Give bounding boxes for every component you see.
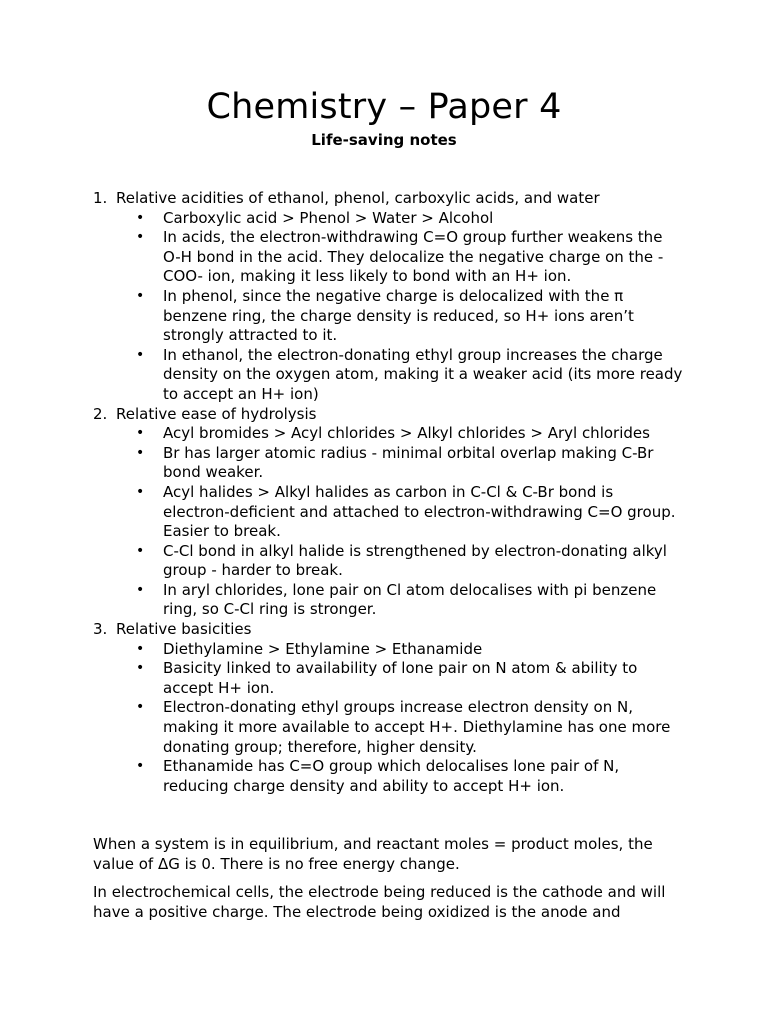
section-heading-row [93,189,683,209]
bullet-icon: • [136,287,145,304]
bullet-icon: • [136,425,145,442]
bullet-text: In acids, the electron-withdrawing C=O group further weakens the O-H bond in the acid. They delocalize the negative charge on the -COO- ion, making it less likely to bond with an H+ ion. [163,228,664,286]
section-heading: Relative basicities [116,620,252,639]
bullet-icon: • [136,660,145,677]
section-item [93,405,683,621]
section-heading: Relative acidities of ethanol, phenol, carboxylic acids, and water [116,189,600,207]
section-number: 2. [93,404,108,423]
section-heading-row [93,620,683,640]
section-item [93,620,683,796]
bullet-text: C-Cl bond in alkyl halide is strengthened by electron-donating alkyl group - harder to break. [163,541,667,580]
bullet-text: Ethanamide has C=O group which delocalises lone pair of N, reducing charge density and ability to accept H+ ion. [163,757,620,795]
list-item [93,640,683,660]
bullet-text: Acyl bromides > Acyl chlorides > Alkyl chlorides > Aryl chlorides [163,424,650,443]
list-item [93,483,683,542]
page-subtitle: Life-saving notes [311,131,457,149]
page-title: Chemistry – Paper 4 [206,87,562,127]
bullet-list [93,640,683,797]
list-item [93,757,683,796]
list-item [93,659,683,698]
bullet-icon: • [136,542,145,559]
list-item [93,287,683,346]
bullet-text: Diethylamine > Ethylamine > Ethanamide [163,639,483,658]
list-item [93,444,683,483]
bullet-icon: • [136,229,145,246]
bullet-text: Basicity linked to availability of lone pair on N atom & ability to accept H+ ion. [163,659,638,697]
bullet-text: Carboxylic acid > Phenol > Water > Alcohol [163,208,494,227]
bullet-text: Electron-donating ethyl groups increase electron density on N, making it more available to accept H+. Diethylamine has one more donating group; therefore, higher density. [163,698,671,756]
section-number: 1. [93,189,108,207]
bullet-icon: • [136,640,145,657]
list-item [93,698,683,757]
bullet-icon: • [136,758,145,775]
notes-content [93,189,683,796]
bullet-icon: • [136,483,145,500]
bullet-text: In aryl chlorides, lone pair on Cl atom delocalises with pi benzene ring, so C-Cl ring is stronger. [163,580,657,619]
section-number: 3. [93,620,108,639]
paragraph-electrochemical: In electrochemical cells, the electrode being reduced is the cathode and will have a positive charge. The electrode being oxidized is the anode and [93,883,666,921]
list-item [93,346,683,405]
bullet-icon: • [136,444,145,461]
list-item [93,542,683,581]
list-item [93,228,683,287]
bullet-text: In ethanol, the electron-donating ethyl group increases the charge density on the oxygen atom, making it a weaker acid (its more ready to accept an H+ ion) [163,345,683,403]
section-list [93,189,683,796]
section-item [93,189,683,405]
bullet-text: Br has larger atomic radius - minimal orbital overlap making C-Br bond weaker. [163,443,654,482]
bullet-icon: • [136,346,145,363]
paragraph-equilibrium: When a system is in equilibrium, and reactant moles = product moles, the value of ΔG is 0. There is no free energy change. [93,835,653,873]
bullet-text: In phenol, since the negative charge is delocalized with the π benzene ring, the charge density is reduced, so H+ ions aren’t strongly attracted to it. [163,286,634,345]
list-item [93,424,683,444]
bullet-list [93,424,683,620]
bullet-icon: • [136,581,145,598]
section-heading: Relative ease of hydrolysis [116,404,317,423]
bullet-text: Acyl halides > Alkyl halides as carbon in C-Cl & C-Br bond is electron-deficient and attached to electron-withdrawing C=O group. Easier to break. [163,482,676,541]
bullet-icon: • [136,699,145,716]
bullet-list [93,209,683,405]
list-item [93,581,683,620]
bullet-icon: • [136,209,145,226]
section-heading-row [93,405,683,425]
list-item [93,209,683,229]
